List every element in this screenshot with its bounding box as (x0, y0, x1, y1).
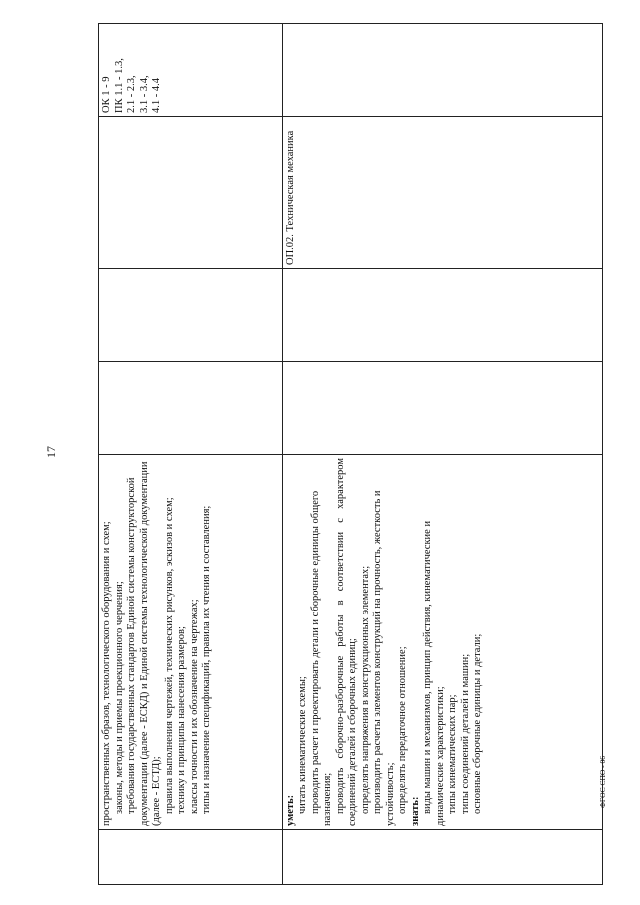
knowledge-item: типы кинематических пар; (447, 694, 459, 814)
hours-cell (282, 269, 602, 362)
znat-label: знать: (409, 796, 421, 826)
skill-item: читать кинематические схемы; (297, 676, 309, 814)
knowledge-item: классы точности и их обозначение на чертежах; (188, 599, 200, 814)
umet-label: уметь: (284, 794, 296, 826)
standards-table (98, 23, 603, 885)
requirements-cell (282, 455, 602, 830)
knowledge-item: технику и принципы нанесения размеров; (176, 626, 187, 814)
requirements-cell (99, 455, 283, 830)
discipline-cell (99, 117, 283, 269)
knowledge-item: требования государственных стандартов Единой системы конструкторской документации (далее - ЕСКД) и Единой системы технологической документации (далее - ЕСТД); (126, 461, 162, 826)
knowledge-item: правила выполнения чертежей, технических рисунков, эскизов и схем; (163, 497, 175, 814)
hours-cell (99, 269, 283, 362)
rotated-page (98, 24, 603, 885)
table-row (99, 24, 283, 885)
knowledge-item: пространственных образов, технологического оборудования и схем; (101, 521, 112, 826)
skill-item: определять передаточное отношение; (397, 646, 409, 814)
competencies: ОК 1 - 9 ПК 1.1 - 1.3, 2.1 - 2.3, 3.1 - 3.4, 4.1 - 4.4 (101, 58, 162, 113)
skill-item: проводить расчет и проектировать детали и сборочные единицы общего назначения; (309, 490, 334, 826)
knowledge-item: типы соединений деталей и машин; (459, 653, 471, 814)
discipline-cell (282, 117, 602, 269)
competencies-cell (99, 24, 283, 117)
hours-cell (282, 362, 602, 455)
knowledge-item: основные сборочные единицы и детали; (472, 633, 484, 814)
knowledge-item: виды машин и механизмов, принцип действия, кинематические и динамические характеристики; (422, 520, 446, 826)
hours-cell (99, 362, 283, 455)
skill-item: определять напряжения в конструкционных элементах; (359, 565, 371, 814)
discipline-name: ОП.02. Техническая механика (284, 130, 296, 265)
index-cell (99, 830, 283, 885)
footer-label: ФГОС СПО - 06 (598, 755, 607, 808)
competencies-cell (282, 24, 602, 117)
skill-item: производить расчеты элементов конструкций на прочность, жесткость и устойчивость; (372, 490, 396, 826)
page-number: 17 (44, 446, 58, 458)
knowledge-item: типы и назначение спецификаций, правила их чтения и составления; (201, 505, 212, 814)
knowledge-item: законы, методы и приемы проекционного черчения; (113, 581, 125, 814)
table-row (282, 24, 602, 885)
index-cell (282, 830, 602, 885)
skill-item: проводить сборочно-разборочные работы в соответствии с характером соединений деталей и сборочных единиц; (334, 458, 359, 826)
